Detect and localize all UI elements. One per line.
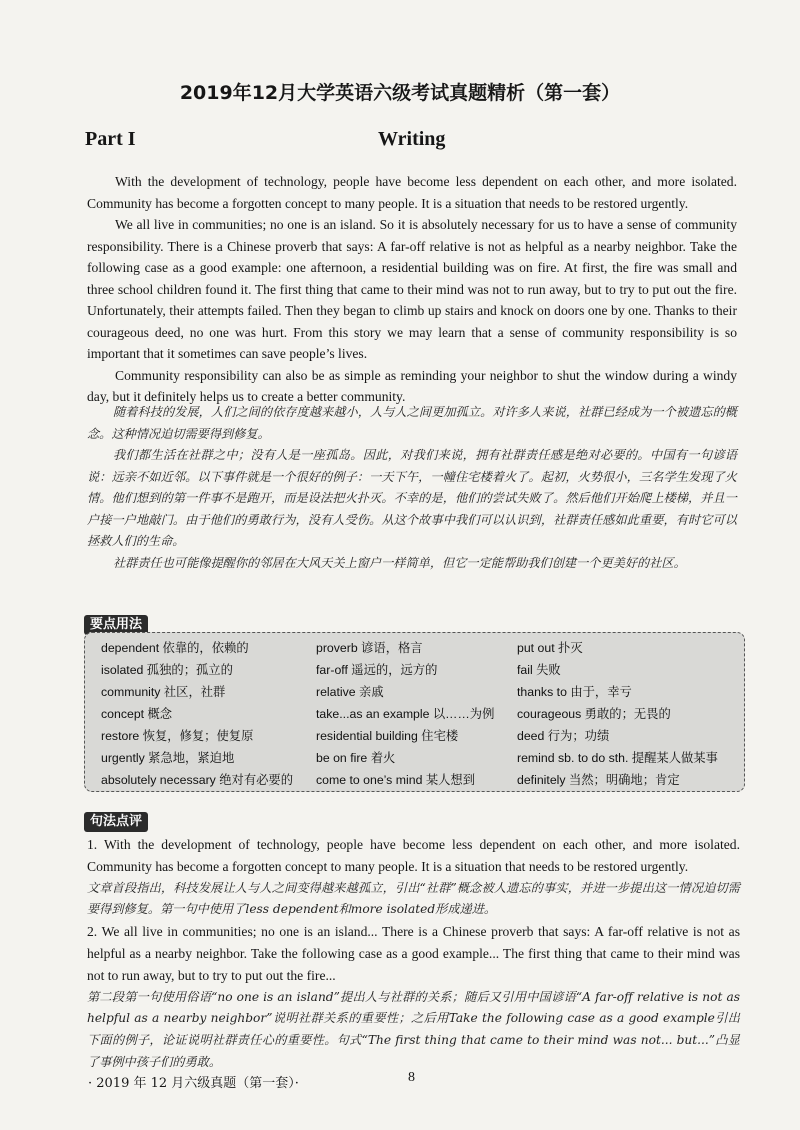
syntax-item-1-zh: 文章首段指出，科技发展让人与人之间变得越来越孤立，引出“社群”概念被人遗忘的事实，并进一步提出这一情况迫切需要得到修复。第一句中使用了less dependent和more isolated形成递进。 xyxy=(87,880,740,917)
vocab-item: courageous 勇敢的；无畏的 xyxy=(517,707,671,721)
vocab-item: take...as an example 以……为例 xyxy=(316,707,495,721)
essay-en-paragraph-1: With the development of technology, people have become less dependent on each other, and more isolated. Community has become a forgotten concept to many people. It is a situation that needs to be restored urgently. xyxy=(87,174,737,211)
syntax-item-1-en: 1. With the development of technology, people have become less dependent on each other, and more isolated. Community has become a forgotten concept to many people. It is a situation that needs to be restored urgently. xyxy=(87,837,740,874)
vocab-item: remind sb. to do sth. 提醒某人做某事 xyxy=(517,751,718,765)
essay-en-paragraph-2: We all live in communities; no one is an island. So it is absolutely necessary for us to have a sense of community responsibility. There is a Chinese proverb that says: A far-off relative is not as helpful as a nearby neighbor. Take the following case as a good example: one afternoon, a residential building was on fire. At first, the fire was small and three school children found it. The first thing that came to their mind was not to run away, but to try to put out the fire. Unfortunately, their attempts failed. Then they began to climb up stairs and knock on doors one by one. Thanks to their courageous deed, no one was hurt. From this story we may learn that a sense of community responsibility is so important that it sometimes can save people’s lives. xyxy=(87,217,737,361)
vocab-item: residential building 住宅楼 xyxy=(316,729,459,743)
essay-chinese xyxy=(87,402,737,574)
vocab-heading: 要点用法 xyxy=(84,615,148,635)
vocab-item: absolutely necessary 绝对有必要的 xyxy=(101,773,294,787)
vocab-item: community 社区，社群 xyxy=(101,685,226,699)
vocab-item: isolated 孤独的；孤立的 xyxy=(101,663,233,677)
vocab-item: deed 行为；功绩 xyxy=(517,729,610,743)
vocab-item: relative 亲戚 xyxy=(316,685,384,699)
part-header xyxy=(85,128,740,158)
syntax-item-2-zh: 第二段第一句使用俗语“no one is an island”提出人与社群的关系；随后又引用中国谚语“A far-off relative is not as helpful as a nearby neighbor”说明社群关系的重要性；之后用Take the following case as a good example引出下面的例子，论证说明社群责任心的重要性。句式“The first thing that came to their mind was not... but...”凸显了事例中孩子们的勇敢。 xyxy=(87,989,740,1069)
part-label: Part I xyxy=(85,128,136,150)
vocab-item: be on fire 着火 xyxy=(316,751,396,765)
essay-zh-paragraph-3: 社群责任也可能像提醒你的邻居在大风天关上窗户一样简单，但它一定能帮助我们创建一个更美好的社区。 xyxy=(113,555,686,570)
vocab-item: come to one’s mind 某人想到 xyxy=(316,773,476,787)
vocab-item: concept 概念 xyxy=(101,707,173,721)
vocab-column-2 xyxy=(316,637,494,791)
vocab-item: proverb 谚语，格言 xyxy=(316,641,423,655)
footer-text: · 2019 年 12 月六级真题（第一套）· xyxy=(88,1076,299,1091)
essay-english xyxy=(87,171,737,408)
vocab-item: put out 扑灭 xyxy=(517,641,583,655)
vocab-item: dependent 依靠的，依赖的 xyxy=(101,641,249,655)
vocab-item: far-off 遥远的，远方的 xyxy=(316,663,438,677)
vocab-box xyxy=(84,632,745,792)
vocab-column-3 xyxy=(517,637,718,791)
essay-zh-paragraph-1: 随着科技的发展，人们之间的依存度越来越小，人与人之间更加孤立。对许多人来说，社群已经成为一个被遗忘的概念。这种情况迫切需要得到修复。 xyxy=(87,405,737,441)
vocab-item: thanks to 由于，幸亏 xyxy=(517,685,632,699)
page-number: 8 xyxy=(408,1070,415,1085)
vocab-item: urgently 紧急地，紧迫地 xyxy=(101,751,235,765)
essay-en-paragraph-3: Community responsibility can also be as simple as reminding your neighbor to shut the window during a windy day, but it definitely helps us to create a better community. xyxy=(87,367,737,404)
vocab-item: restore 恢复，修复；使复原 xyxy=(101,729,254,743)
syntax-heading: 句法点评 xyxy=(84,812,148,832)
essay-zh-paragraph-2: 我们都生活在社群之中；没有人是一座孤岛。因此，对我们来说，拥有社群责任感是绝对必要的。中国有一句谚语说：远亲不如近邻。以下事件就是一个很好的例子：一天下午，一幢住宅楼着火了。起初，火势很小，三名学生发现了火情。他们想到的第一件事不是跑开，而是设法把火扑灭。不幸的是，他们的尝试失败了。然后他们开始爬上楼梯，并且一户接一户地敲门。由于他们的勇敢行为，没有人受伤。从这个故事中我们可以认识到，社群责任感如此重要，有时它可以拯救人们的生命。 xyxy=(87,448,737,548)
syntax-notes xyxy=(87,834,740,1074)
vocab-item: fail 失败 xyxy=(517,663,561,677)
part-title: Writing xyxy=(378,128,446,150)
page-title: 2019年12月大学英语六级考试真题精析（第一套） xyxy=(179,82,621,104)
vocab-item: definitely 当然；明确地；肯定 xyxy=(517,773,680,787)
vocab-column-1 xyxy=(101,637,293,791)
syntax-item-2-en: 2. We all live in communities; no one is an island... There is a Chinese proverb that says: A far-off relative is not as helpful as a nearby neighbor. Take the following case as a good example... The first thing that came to their mind was not to run away, but to try to put out the fire... xyxy=(87,924,740,983)
